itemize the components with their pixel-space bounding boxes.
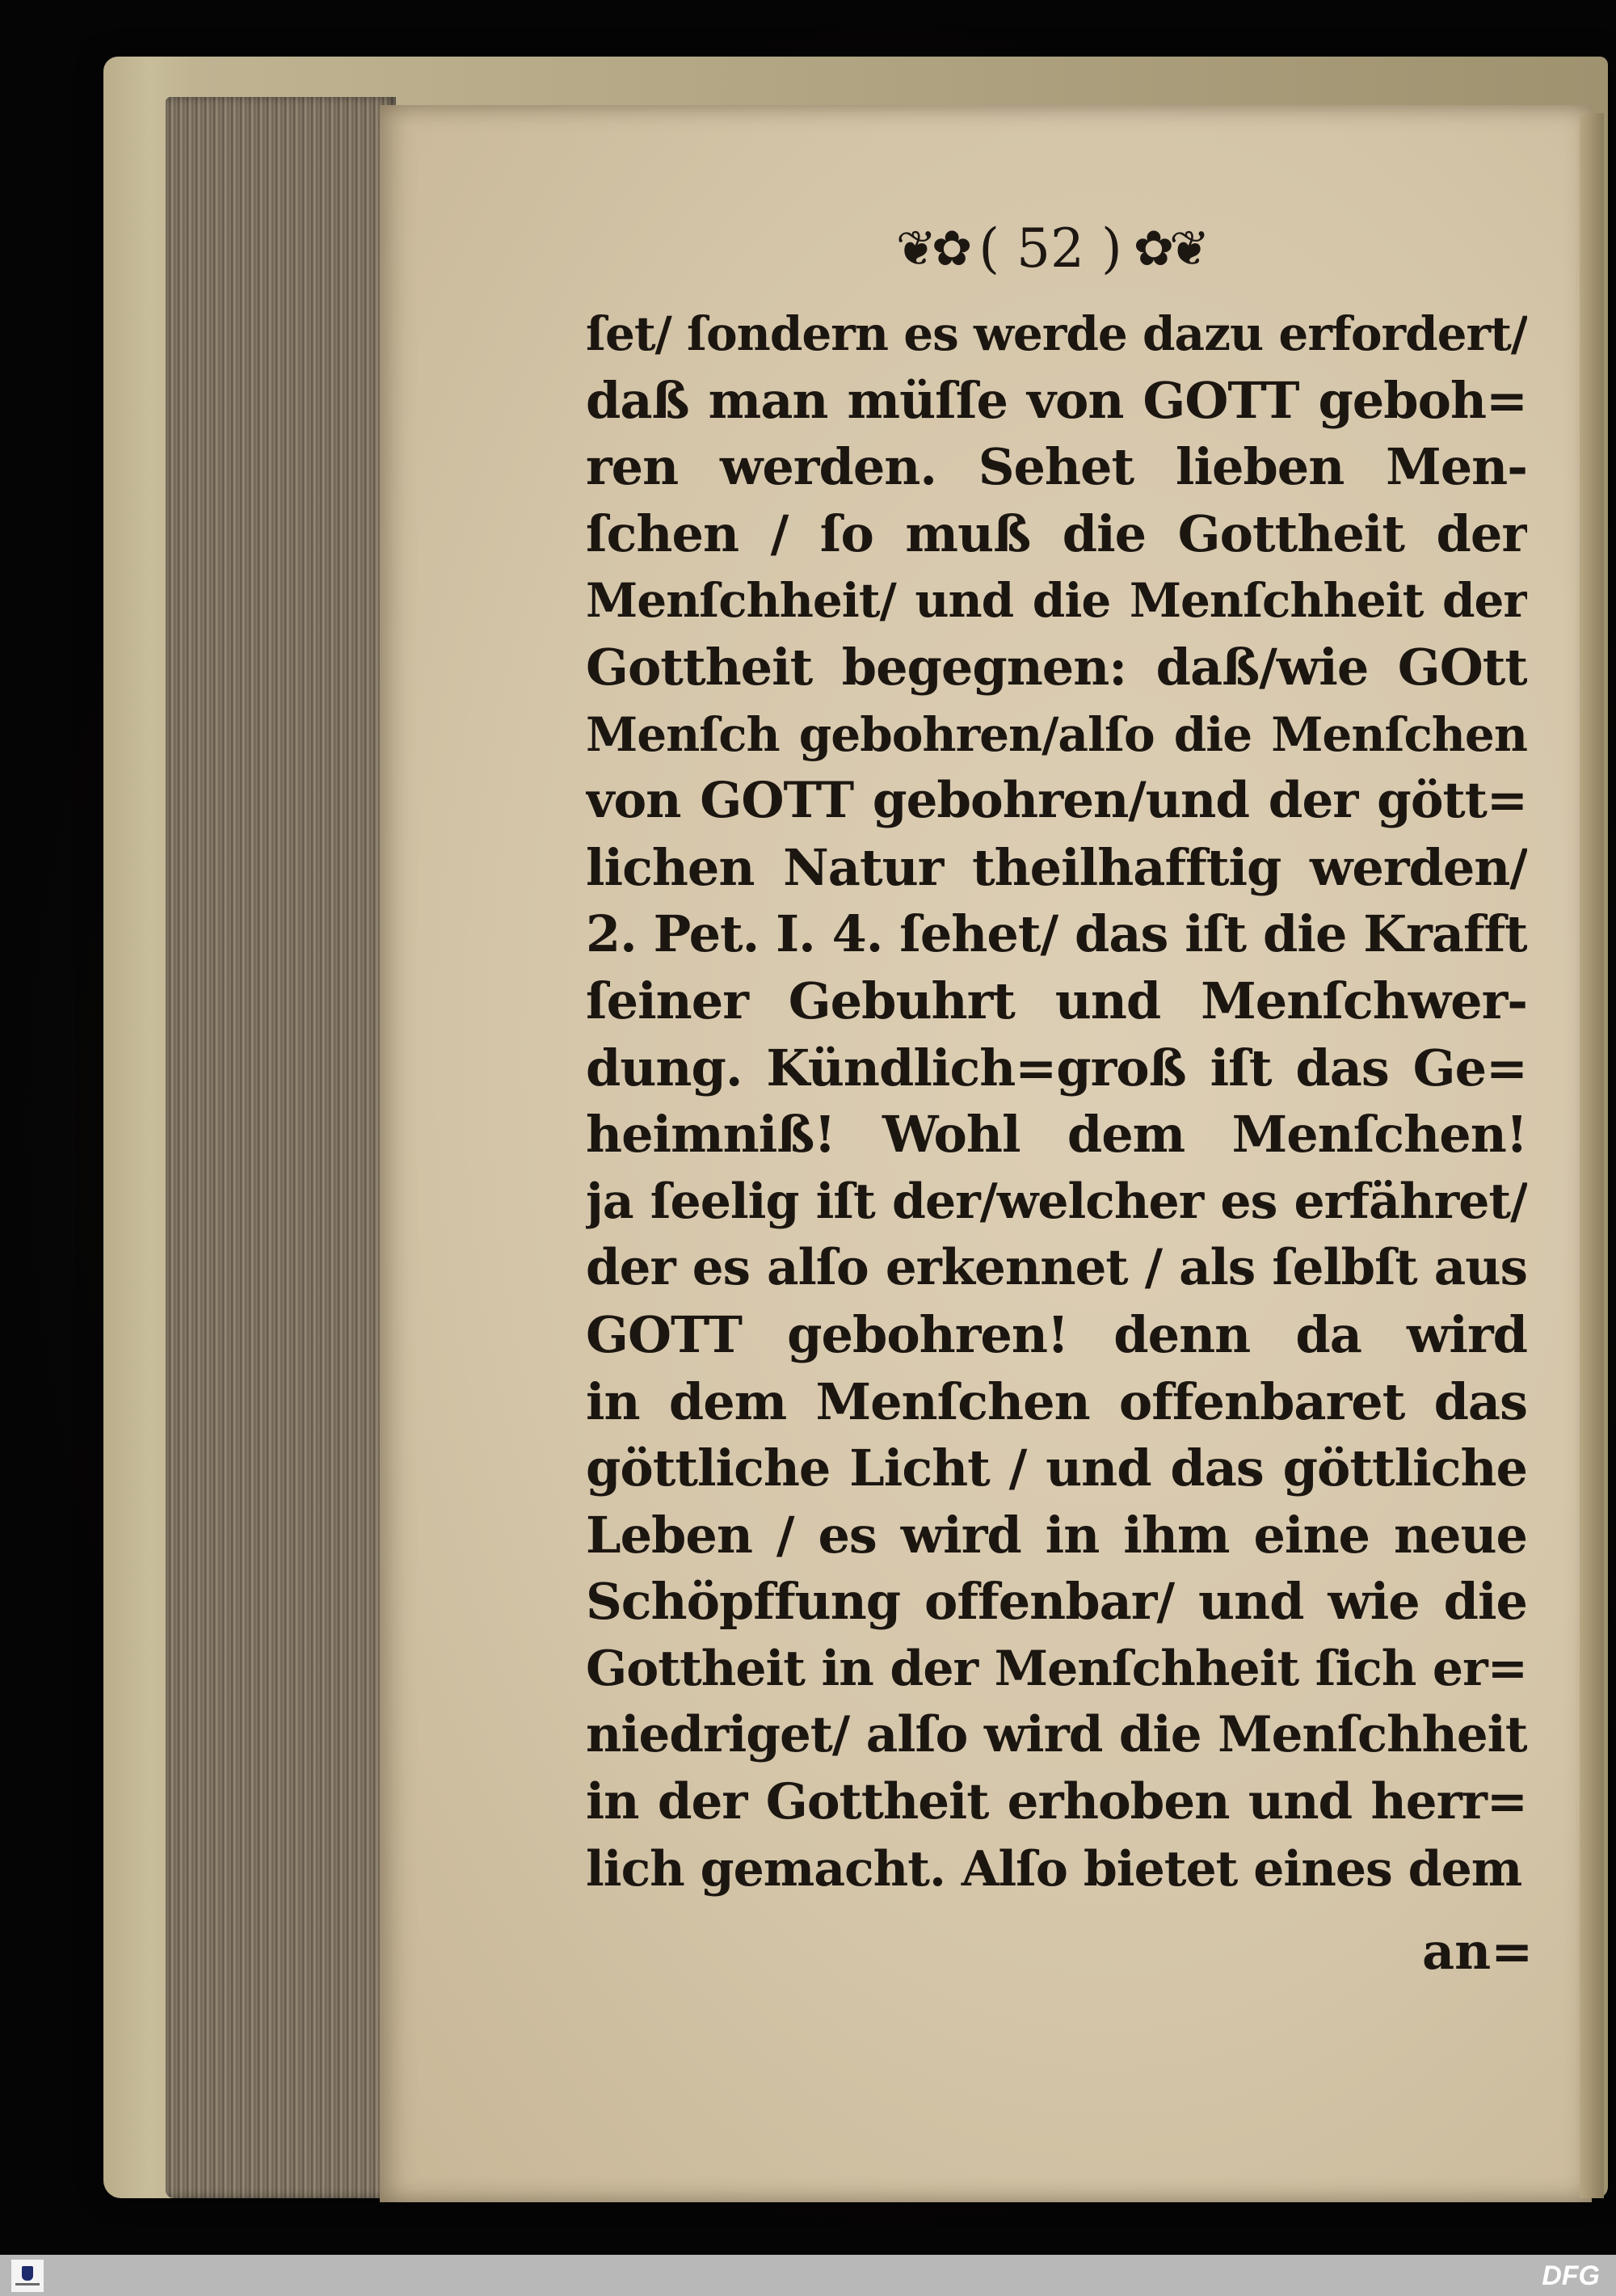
page-number: ( 52 )	[978, 217, 1122, 280]
running-head	[856, 209, 1244, 289]
page-edges	[166, 97, 396, 2198]
text-line: lich gemacht. Alſo bietet eines dem	[586, 1840, 1522, 1898]
text-line: dung. Kündlich=groß iſt das Ge=	[586, 1038, 1527, 1097]
dfg-logo[interactable]: DFG	[1542, 2260, 1600, 2291]
text-line: der es alſo erkennet / als ſelbſt aus	[586, 1239, 1527, 1297]
text-line: Leben / es wird in ihm eine neue	[586, 1505, 1527, 1565]
text-line: göttliche Licht / und das göttliche	[586, 1439, 1527, 1498]
text-line: Menſchheit/ und die Menſchheit der	[586, 573, 1527, 629]
catchword: an=	[1422, 1922, 1534, 1981]
text-line: daß man müſſe von GOTT geboh=	[586, 370, 1527, 430]
text-line: heimniß! Wohl dem Menſchen!	[586, 1105, 1527, 1165]
right-ornament-icon: ✿❦	[1133, 221, 1206, 277]
text-line: Gottheit begegnen: daß/wie GOtt	[586, 637, 1527, 697]
text-line: 2. Pet. I. 4. ſehet/ das iſt die Krafft	[586, 904, 1527, 964]
text-line: GOTT gebohren! denn da wird	[586, 1304, 1527, 1364]
text-line: ren werden. Sehet lieben Men-	[586, 437, 1527, 497]
text-line: ſeiner Gebuhrt und Menſchwer-	[586, 971, 1527, 1030]
text-line: in dem Menſchen offenbaret das	[586, 1371, 1527, 1431]
text-line: in der Gottheit erhoben und herr=	[586, 1773, 1527, 1831]
text-line: Gottheit in der Menſchheit ſich er=	[586, 1640, 1527, 1697]
text-line: ja ſeelig iſt der/welcher es erfähret/	[586, 1173, 1527, 1230]
body-text	[586, 301, 1527, 1902]
text-line: von GOTT gebohren/und der gött=	[586, 772, 1527, 830]
library-logo-icon	[22, 2266, 33, 2281]
text-line: lichen Natur theilhafftig werden/	[586, 837, 1527, 897]
text-line: niedriget/ alſo wird die Menſchheit	[586, 1706, 1527, 1764]
text-line: ſet/ ſondern es werde dazu erfordert/	[586, 306, 1527, 361]
viewer-footer-bar	[0, 2255, 1616, 2296]
text-line: Schöpffung offenbar/ und wie die	[586, 1572, 1527, 1632]
page-gutter-edge	[1580, 113, 1604, 2198]
library-logo-caption	[15, 2283, 40, 2285]
text-line: Menſch gebohren/alſo die Menſchen	[586, 706, 1527, 762]
left-ornament-icon: ❦✿	[895, 221, 968, 277]
library-logo[interactable]	[11, 2260, 44, 2292]
text-line: ſchen / ſo muß die Gottheit der	[586, 503, 1527, 563]
